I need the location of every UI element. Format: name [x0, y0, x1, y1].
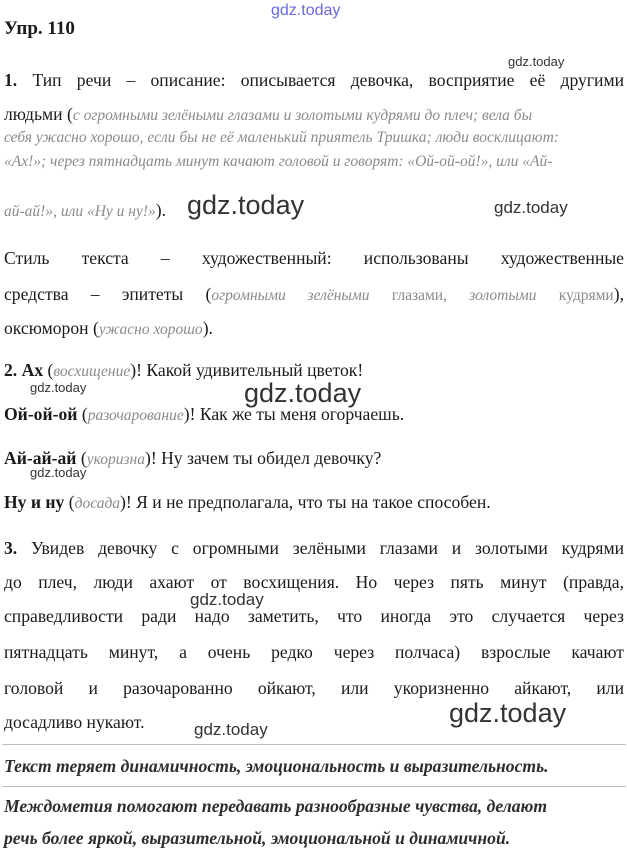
hint-text: золотыми	[469, 287, 537, 304]
watermark: gdz.today	[187, 190, 305, 220]
interjection-row: Ой-ой-ой (разочарование)! Как же ты меня огорчаешь.	[4, 404, 405, 424]
hint-line: «Ах!»; через пятнадцать минут качают головой и говорят: «Ой-ой-ой!», или «Ай-	[4, 153, 553, 170]
paragraph-line	[4, 102, 624, 128]
paragraph-line	[4, 68, 624, 92]
interjection: Ой-ой-ой	[4, 404, 78, 424]
watermark: gdz.today	[449, 698, 567, 728]
text: людьми (	[4, 104, 73, 124]
ruled-line	[2, 786, 626, 787]
paragraph-line: головой и разочарованно ойкают, или укоризненно айкают, или	[4, 678, 624, 698]
watermark: gdz.today	[30, 465, 87, 480]
interjection-row: Ну и ну (досада)! Я и не предполагала, что ты на такое способен.	[4, 492, 491, 512]
emotion-label: укоризна	[86, 451, 145, 468]
text: ).	[202, 318, 213, 338]
text: средства – эпитеты (	[4, 284, 212, 304]
paragraph-line: Стиль текста – художественный: использованы художественные	[4, 248, 624, 268]
hint-text: огромными зелёными	[211, 287, 370, 304]
hint-line: себя ужасно хорошо, если бы не её маленький приятель Тришка; люди восклицают:	[4, 129, 559, 146]
watermark: gdz.today	[508, 54, 565, 69]
example-sentence: ! Какой удивительный цветок!	[136, 360, 364, 380]
watermark: gdz.today	[494, 198, 568, 217]
paragraph-line	[4, 198, 624, 224]
conclusion-line: Междометия помогают передавать разнообразные чувства, делают	[4, 796, 548, 816]
interjection: Ай-ай-ай	[4, 448, 77, 468]
interjection: Ну и ну	[4, 492, 65, 512]
hint-text: ужасно хорошо	[98, 321, 203, 338]
watermark: gdz.today	[271, 2, 341, 19]
paragraph-line: справедливости ради надо заметить, что иногда это случается через	[4, 606, 624, 626]
exercise-title: Упр. 110	[4, 18, 75, 39]
item-number: 2.	[4, 360, 18, 380]
emotion-label: разочарование	[87, 407, 184, 424]
paragraph-line	[4, 282, 624, 308]
item-number: 3.	[4, 538, 18, 558]
paragraph-line: до плеч, люди ахают от восхищения. Но через пять минут (правда,	[4, 572, 624, 592]
hint-text: глазами,	[391, 287, 447, 304]
text: Увидев девочку с огромными зелёными глазами и золотыми кудрями	[31, 538, 625, 558]
interjection: Ах	[21, 360, 44, 380]
example-sentence: ! Я и не предполагала, что ты на такое способен.	[125, 492, 491, 512]
text: Тип речи – описание: описывается девочка, восприятие её другими	[32, 70, 624, 90]
emotion-label: восхищение	[53, 363, 131, 380]
hint-text: кудрями	[558, 287, 614, 304]
text: ).	[155, 200, 167, 220]
text: оксюморон (	[4, 318, 99, 338]
watermark: gdz.today	[190, 590, 264, 609]
hint-text: с огромными зелёными глазами и золотыми кудрями до плеч; вела бы	[72, 107, 533, 124]
conclusion-line: речь более яркой, выразительной, эмоциональной и динамичной.	[4, 828, 511, 848]
item-number: 1.	[4, 70, 18, 90]
example-sentence: ! Ну зачем ты обидел девочку?	[150, 448, 382, 468]
paragraph-line: пятнадцать минут, а очень редко через полчаса) взрослые качают	[4, 642, 624, 662]
hint-text: ай-ай!», или «Ну и ну!»	[4, 203, 156, 220]
example-sentence: ! Как же ты меня огорчаешь.	[189, 404, 405, 424]
text: ),	[613, 284, 624, 304]
emotion-label: досада	[74, 495, 121, 512]
paragraph-line: досадливо нукают.	[4, 712, 145, 732]
paragraph-line	[4, 536, 624, 560]
ruled-line	[2, 744, 626, 745]
interjection-row: Ай-ай-ай (укоризна)! Ну зачем ты обидел девочку?	[4, 448, 382, 468]
watermark: gdz.today	[194, 720, 268, 739]
interjection-row: 2. Ах (восхищение)! Какой удивительный цветок!	[4, 360, 364, 380]
paragraph-line	[4, 316, 624, 342]
conclusion-line: Текст теряет динамичность, эмоциональность и выразительность.	[4, 756, 549, 776]
watermark: gdz.today	[30, 380, 87, 395]
watermark: gdz.today	[244, 378, 362, 408]
